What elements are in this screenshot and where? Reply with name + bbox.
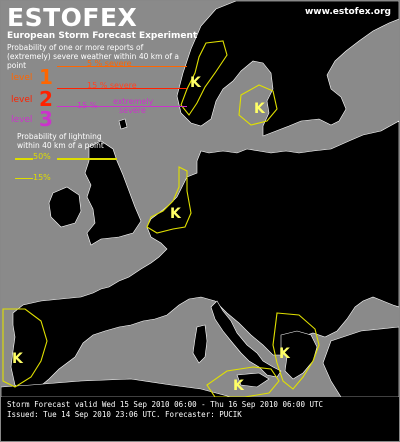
estofex-title: ESTOFEX xyxy=(7,3,138,32)
k-marker-benelux: K xyxy=(170,206,181,222)
footer-valid-text: Storm Forecast valid Wed 15 Sep 2010 06:00 - Thu 16 Sep 2010 06:00 UTC xyxy=(7,400,324,409)
legend-lightning-caption-line1: Probability of lightning xyxy=(17,132,102,141)
legend-lightning50-percent: 50% xyxy=(33,152,51,161)
legend-lightning15-percent: 15% xyxy=(33,173,51,182)
legend-level2-percent: 15 % severe xyxy=(87,81,137,90)
estofex-subtitle: European Storm Forecast Experiment xyxy=(7,31,198,41)
legend-level1-number: 1 xyxy=(39,65,53,89)
legend-severe-caption-line2: (extremely) severe weather within 40 km of a point xyxy=(7,52,179,70)
legend-lightning50-line xyxy=(15,158,33,160)
footer-issued-text: Issued: Tue 14 Sep 2010 23:06 UTC. Forecaster: PUCIK xyxy=(7,410,242,419)
k-marker-iberia: K xyxy=(12,351,23,367)
legend-level1-label: level xyxy=(11,73,33,83)
k-marker-norway: K xyxy=(190,75,201,91)
legend-level3-label: level xyxy=(11,115,33,125)
legend-lightning-caption-line2: within 40 km of a point xyxy=(17,141,104,150)
legend-severe-caption-line1: Probability of one or more reports of xyxy=(7,43,144,52)
legend-lightning-caption xyxy=(17,132,127,150)
legend-lightning50-line-right xyxy=(57,158,117,160)
legend-level3-extra1: extremely xyxy=(113,97,154,106)
k-marker-sicily: K xyxy=(233,378,244,394)
legend-level3-number: 3 xyxy=(39,107,53,131)
k-marker-balkans: K xyxy=(279,346,290,362)
estofex-url[interactable]: www.estofex.org xyxy=(304,7,391,17)
legend-level2-number: 2 xyxy=(39,87,53,111)
legend-level3-extra2: severe xyxy=(119,106,146,115)
legend-level3-percent: 15 % xyxy=(77,101,98,110)
legend-level1-percent: 5 % severe xyxy=(87,59,132,68)
k-marker-finland: K xyxy=(254,101,265,117)
legend-lightning15-line xyxy=(15,178,33,179)
legend-level2-label: level xyxy=(11,95,33,105)
forecast-footer xyxy=(1,397,399,441)
